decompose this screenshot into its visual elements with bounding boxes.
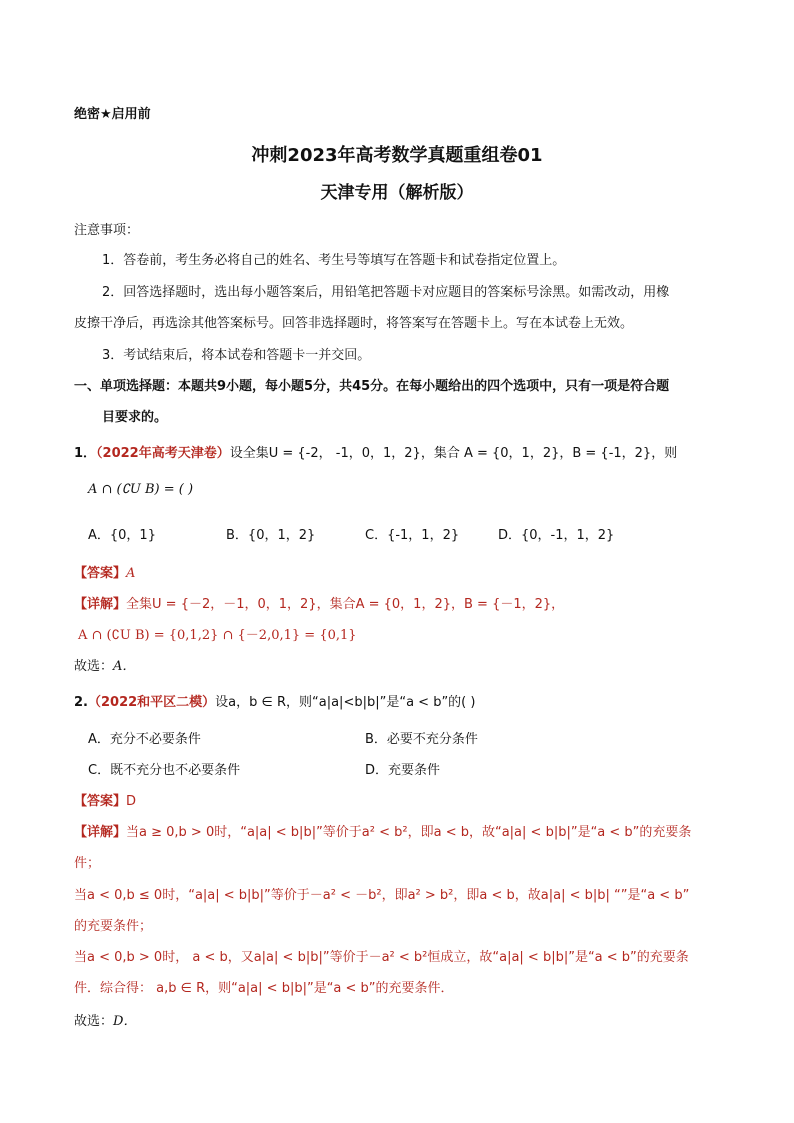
section-heading-line1: 一、单项选择题：本题共9小题，每小题5分，共45分。在每小题给出的四个选项中，只有一项是符合题 xyxy=(74,379,670,394)
detail-text: 当a ≥ 0,b > 0时，“a|a| < b|b|”等价于a² < b²，即a < b，故“a|a| < b|b|”是“a < b”的充要条 xyxy=(126,825,692,840)
question-2-choose xyxy=(74,1010,136,1029)
question-1-option-a: A．{0，1} xyxy=(88,528,156,543)
choose-value: A． xyxy=(113,659,136,674)
question-1-stem: 设全集U = {-2， -1，0，1，2}，集合 A = {0，1，2}，B = {-1，2}，则 xyxy=(229,446,678,461)
question-1-stem-line xyxy=(74,442,677,461)
question-2-detail-line4: 的充要条件； xyxy=(74,919,153,934)
question-2-number: 2. xyxy=(74,695,88,710)
question-1-expression: A ∩ (∁U B) = ( ) xyxy=(88,482,194,497)
question-2-detail-line3: 当a < 0,b ≤ 0时，“a|a| < b|b|”等价于－a² < －b²，即a² > b²，即a < b，故a|a| < b|b| “”是“a < b” xyxy=(74,888,690,903)
choose-label: 故选： xyxy=(74,1014,114,1029)
secret-label: 绝密★启用前 xyxy=(74,107,151,122)
detail-text: 全集U = {－2，－1，0，1，2}，集合A = {0，1，2}，B = {－1，2}， xyxy=(126,597,565,612)
question-2-stem: 设a，b ∈ R，则“a|a|<b|b|”是“a < b”的( ) xyxy=(215,695,476,710)
answer-tag: 【答案】 xyxy=(74,794,127,809)
detail-tag: 【详解】 xyxy=(74,825,127,840)
question-2-source: （2022和平区二模） xyxy=(87,695,216,710)
answer-tag: 【答案】 xyxy=(74,566,127,581)
question-1-detail-line1 xyxy=(74,593,564,612)
question-2-option-a: A．充分不必要条件 xyxy=(88,732,201,747)
answer-value: A xyxy=(126,566,136,581)
question-1-answer xyxy=(74,562,135,581)
question-1-number: 1． xyxy=(74,446,97,461)
question-2-option-d: D．充要条件 xyxy=(365,763,441,778)
question-2-option-c: C．既不充分也不必要条件 xyxy=(88,763,241,778)
notice-heading: 注意事项： xyxy=(74,223,140,238)
page-subtitle: 天津专用（解析版） xyxy=(320,183,474,203)
question-2-answer xyxy=(74,790,136,809)
choose-value: D． xyxy=(113,1014,137,1029)
page-title: 冲刺2023年高考数学真题重组卷01 xyxy=(251,145,543,166)
detail-tag: 【详解】 xyxy=(74,597,127,612)
choose-label: 故选： xyxy=(74,659,114,674)
question-1-option-d: D．{0，-1，1，2} xyxy=(498,528,615,543)
question-1-option-c: C．{-1，1，2} xyxy=(365,528,460,543)
question-2-detail-line2: 件； xyxy=(74,856,101,871)
notice-item-2b: 皮擦干净后，再选涂其他答案标号。回答非选择题时，将答案写在答题卡上。写在本试卷上无效。 xyxy=(74,316,634,331)
question-1-detail-line2: A ∩ (∁U B) = {0,1,2} ∩ {－2,0,1} = {0,1} xyxy=(78,628,357,643)
question-2-stem-line xyxy=(74,691,475,710)
notice-item-1: 1．答卷前，考生务必将自己的姓名、考生号等填写在答题卡和试卷指定位置上。 xyxy=(102,253,566,268)
question-2-detail-line6: 件．综合得： a,b ∈ R，则“a|a| < b|b|”是“a < b”的充要条件． xyxy=(74,981,454,996)
notice-item-3: 3．考试结束后，将本试卷和答题卡一并交回。 xyxy=(102,348,371,363)
question-2-detail-line5: 当a < 0,b > 0时， a < b，又a|a| < b|b|”等价于－a² < b²恒成立，故“a|a| < b|b|”是“a < b”的充要条 xyxy=(74,950,689,965)
question-2-option-b: B．必要不充分条件 xyxy=(365,732,478,747)
section-heading-line2: 目要求的。 xyxy=(102,410,168,425)
question-2-detail-line1 xyxy=(74,821,691,840)
question-1-source: （2022年高考天津卷） xyxy=(96,446,230,461)
answer-value: D xyxy=(126,794,137,809)
question-1-choose xyxy=(74,655,135,674)
question-1-option-b: B．{0，1，2} xyxy=(226,528,316,543)
notice-item-2a: 2．回答选择题时，选出每小题答案后，用铅笔把答题卡对应题目的答案标号涂黑。如需改动，用橡 xyxy=(102,285,670,300)
